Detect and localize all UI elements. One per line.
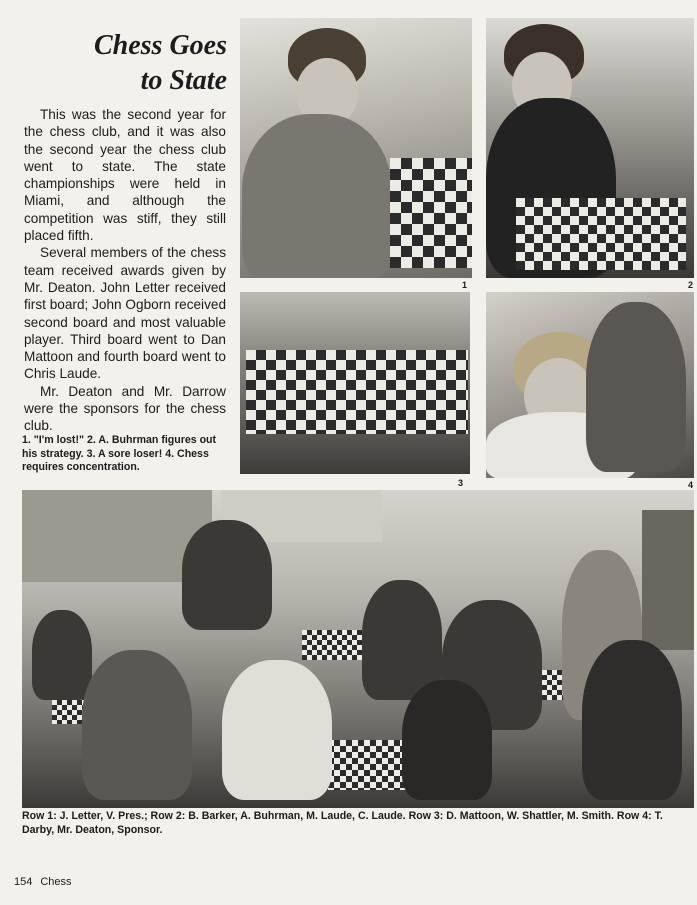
article-title <box>27 28 227 98</box>
title-line-1: Chess Goes <box>93 30 227 61</box>
photo-number-2: 2 <box>688 280 694 290</box>
section-name: Chess <box>40 876 72 888</box>
photo-number-3: 3 <box>458 478 464 488</box>
article-body <box>24 106 226 435</box>
body-paragraph-1: This was the second year for the chess club, and it was also the second year the chess club went to state. The state championships were held in Miami, and although the competition was stiff, they still placed fifth. <box>24 107 226 244</box>
photo-2-buhrman-strategy <box>486 18 694 278</box>
photo-caption-numbered: 1. "I'm lost!" 2. A. Buhrman figures out his strategy. 3. A sore loser! 4. Chess requires concentration. <box>22 434 217 473</box>
photo-3-sore-loser <box>240 292 470 474</box>
photo-chess-club-group <box>22 490 694 808</box>
body-paragraph-2: Several members of the chess team received awards given by Mr. Deaton. John Letter received first board; John Ogborn received second board and most valuable player. Third board went to Dan Mattoon and fourth board went to Chris Laude. <box>24 245 226 382</box>
title-line-2: to State <box>140 65 227 96</box>
photo-number-4: 4 <box>688 480 694 490</box>
page-folio <box>14 876 80 888</box>
photo-4-concentration <box>486 292 694 478</box>
page-number: 154 <box>14 876 33 888</box>
body-paragraph-3: Mr. Deaton and Mr. Darrow were the sponsors for the chess club. <box>24 383 226 434</box>
group-photo-caption: Row 1: J. Letter, V. Pres.; Row 2: B. Barker, A. Buhrman, M. Laude, C. Laude. Row 3: D. Mattoon, W. Shattler, M. Smith. Row 4: T. Darby, Mr. Deaton, Sponsor. <box>22 810 663 836</box>
photo-1-player-thinking <box>240 18 472 278</box>
photo-number-1: 1 <box>462 280 468 290</box>
